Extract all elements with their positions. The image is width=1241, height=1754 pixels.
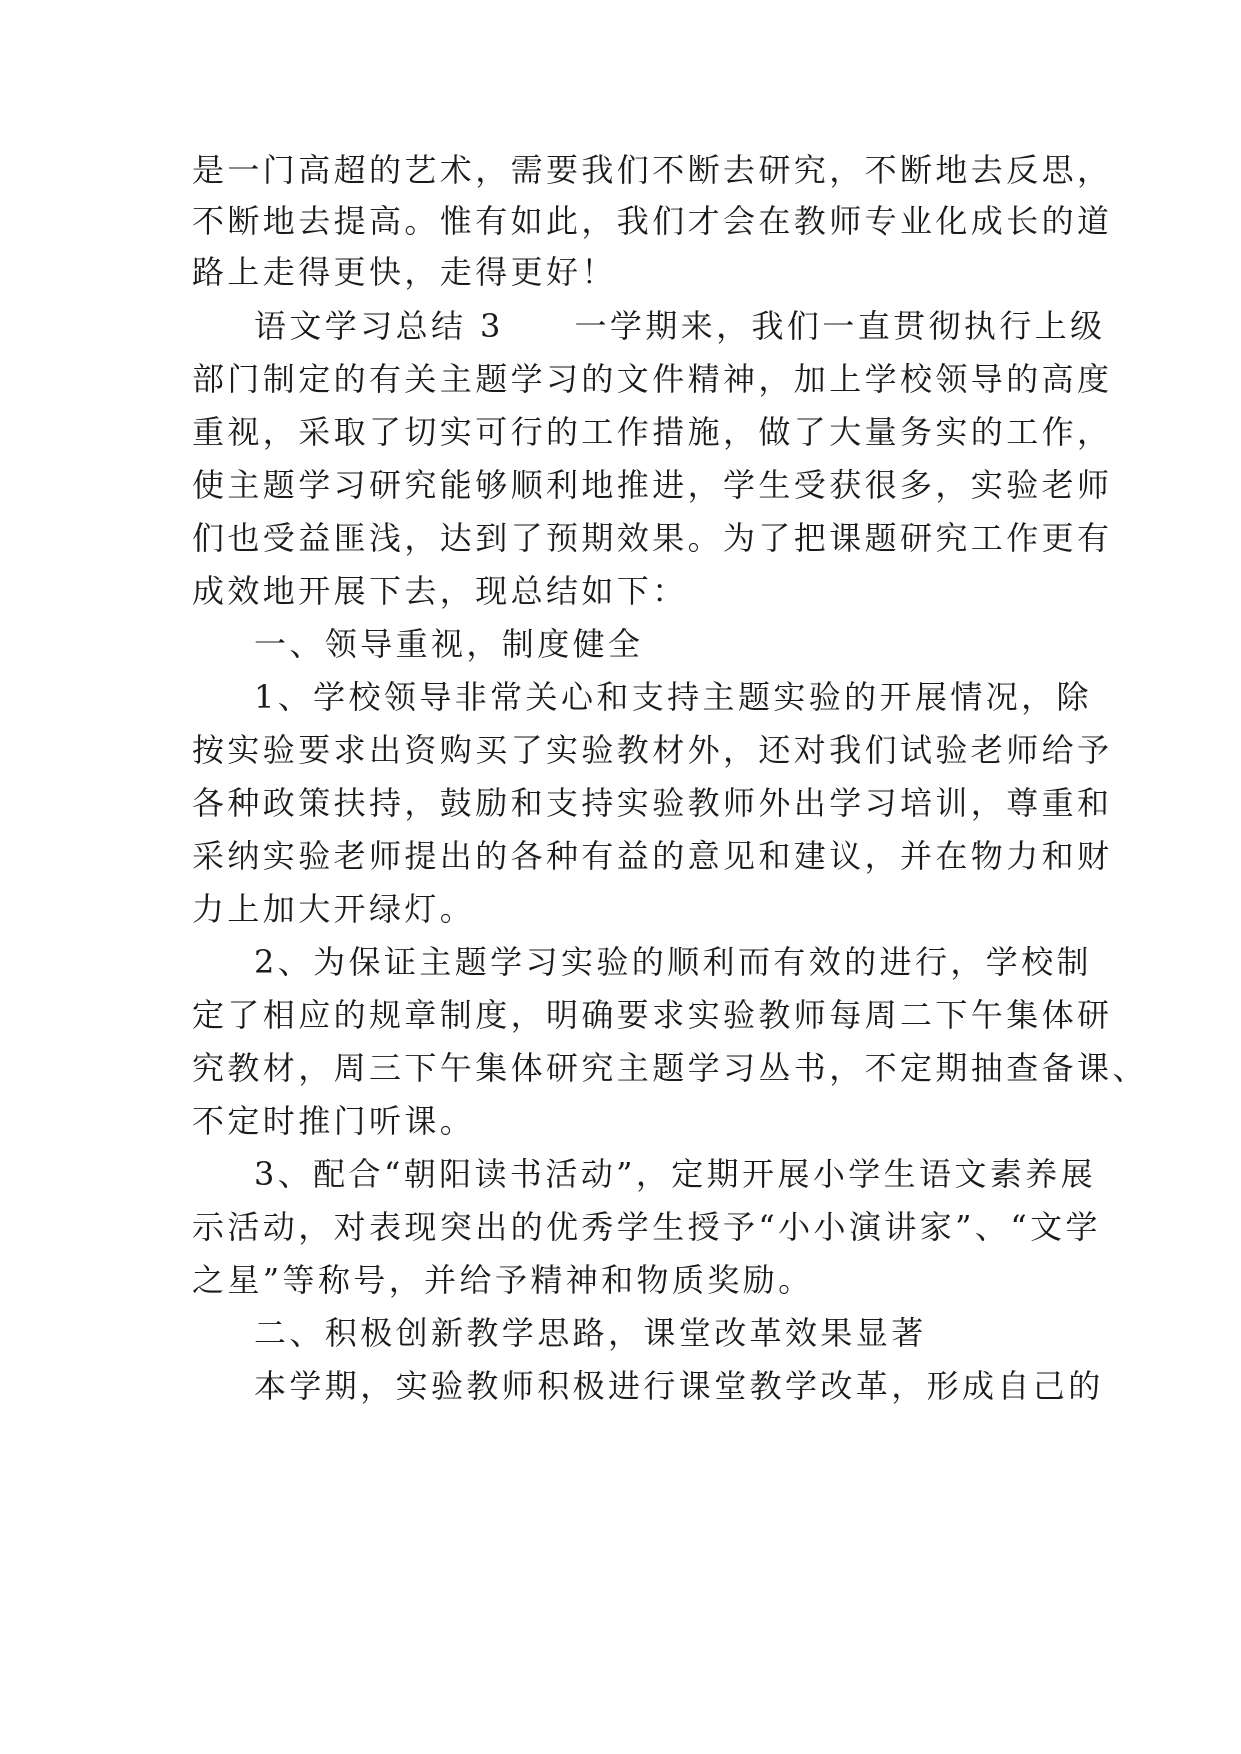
text-line: 1、学校领导非常关心和支持主题实验的开展情况，除 [254,678,1092,716]
subheading: 二、积极创新教学思路，课堂改革效果显著 [254,1314,927,1352]
text-line: 之星”等称号，并给予精神和物质奖励。 [192,1261,814,1299]
text-line: 们也受益匪浅，达到了预期效果。为了把课题研究工作更有 [192,519,1113,557]
text-line: 本学期，实验教师积极进行课堂教学改革，形成自己的 [254,1367,1104,1405]
subheading: 一、领导重视，制度健全 [254,625,644,663]
text-line: 2、为保证主题学习实验的顺利而有效的进行，学校制 [254,943,1092,981]
text-line: 示活动，对表现突出的优秀学生授予“小小演讲家”、“文学 [192,1208,1101,1246]
section-heading: 语文学习总结 3 一学期来，我们一直贯彻执行上级 [254,307,1106,345]
text-line: 按实验要求出资购买了实验教材外，还对我们试验老师给予 [192,731,1113,769]
text-line: 不断地去提高。惟有如此，我们才会在教师专业化成长的道 [192,202,1113,240]
text-line: 采纳实验老师提出的各种有益的意见和建议，并在物力和财 [192,837,1113,875]
text-line: 各种政策扶持，鼓励和支持实验教师外出学习培训，尊重和 [192,784,1113,822]
text-line: 成效地开展下去，现总结如下： [192,572,688,610]
text-line: 不定时推门听课。 [192,1102,476,1140]
text-line: 究教材，周三下午集体研究主题学习丛书，不定期抽查备课、 [192,1049,1148,1087]
text-line: 是一门高超的艺术，需要我们不断去研究，不断地去反思， [192,151,1113,189]
text-line: 重视，采取了切实可行的工作措施，做了大量务实的工作， [192,413,1113,451]
text-line: 3、配合“朝阳读书活动”，定期开展小学生语文素养展 [254,1155,1097,1193]
text-line: 部门制定的有关主题学习的文件精神，加上学校领导的高度 [192,360,1113,398]
text-line: 使主题学习研究能够顺利地推进，学生受获很多，实验老师 [192,466,1113,504]
text-line: 定了相应的规章制度，明确要求实验教师每周二下午集体研 [192,996,1113,1034]
text-line: 力上加大开绿灯。 [192,890,476,928]
text-line: 路上走得更快，走得更好！ [192,253,617,291]
